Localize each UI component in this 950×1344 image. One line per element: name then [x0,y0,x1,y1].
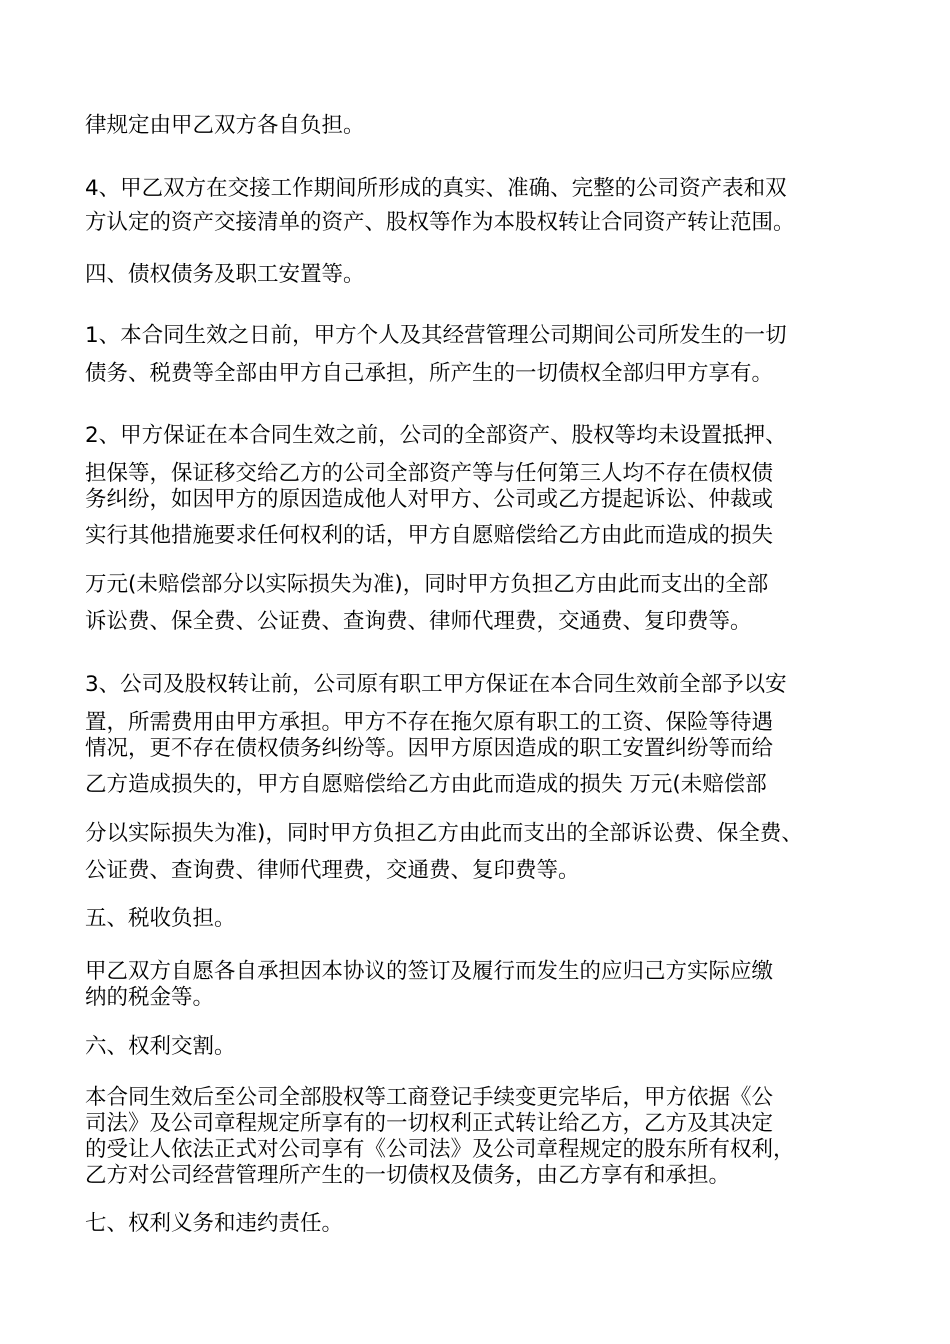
text-line: 担保等，保证移交给乙方的公司全部资产等与任何第三人均不存在债权债 [85,461,774,486]
text-line: 的受让人依法正式对公司享有《公司法》及公司章程规定的股东所有权利， [85,1137,795,1162]
text-line: 公证费、查询费、律师代理费，交通费、复印费等。 [85,858,580,883]
text-line: 纳的税金等。 [85,985,215,1010]
section-heading: 七、权利义务和违约责任。 [85,1211,344,1236]
text-line: 3、公司及股权转让前，公司原有职工甲方保证在本合同生效前全部予以安 [85,672,787,697]
section-heading: 四、债权债务及职工安置等。 [85,262,365,287]
text-line: 本合同生效后至公司全部股权等工商登记手续变更完毕后，甲方依据《公 [85,1085,774,1110]
text-line: 诉讼费、保全费、公证费、查询费、律师代理费，交通费、复印费等。 [85,609,752,634]
text-line: 乙方造成损失的，甲方自愿赔偿给乙方由此而造成的损失 万元(未赔偿部 [85,772,767,797]
text-line: 债务、税费等全部由甲方自己承担，所产生的一切债权全部归甲方享有。 [85,361,774,386]
text-line: 万元(未赔偿部分以实际损失为准)，同时甲方负担乙方由此而支出的全部 [85,572,769,597]
text-line: 甲乙双方自愿各自承担因本协议的签订及履行而发生的应归己方实际应缴 [85,959,774,984]
section-heading: 六、权利交割。 [85,1034,236,1059]
text-line: 实行其他措施要求任何权利的话，甲方自愿赔偿给乙方由此而造成的损失 [85,523,774,548]
text-line: 2、甲方保证在本合同生效之前，公司的全部资产、股权等均未设置抵押、 [85,423,787,448]
text-line: 4、甲乙双方在交接工作期间所形成的真实、准确、完整的公司资产表和双 [85,176,787,201]
text-line: 1、本合同生效之日前，甲方个人及其经营管理公司期间公司所发生的一切 [85,323,787,348]
section-heading: 五、税收负担。 [85,906,236,931]
text-line: 务纠纷，如因甲方的原因造成他人对甲方、公司或乙方提起诉讼、仲裁或 [85,487,774,512]
text-line: 司法》及公司章程规定所享有的一切权利正式转让给乙方，乙方及其决定 [85,1111,774,1136]
text-line: 情况，更不存在债权债务纠纷等。因甲方原因造成的职工安置纠纷等而给 [85,736,774,761]
text-line: 方认定的资产交接清单的资产、股权等作为本股权转让合同资产转让范围。 [85,210,795,235]
text-line: 乙方对公司经营管理所产生的一切债权及债务，由乙方享有和承担。 [85,1163,731,1188]
text-line: 分以实际损失为准)，同时甲方负担乙方由此而支出的全部诉讼费、保全费、 [85,821,803,846]
text-line: 律规定由甲乙双方各自负担。 [85,113,365,138]
text-line: 置，所需费用由甲方承担。甲方不存在拖欠原有职工的工资、保险等待遇 [85,710,774,735]
